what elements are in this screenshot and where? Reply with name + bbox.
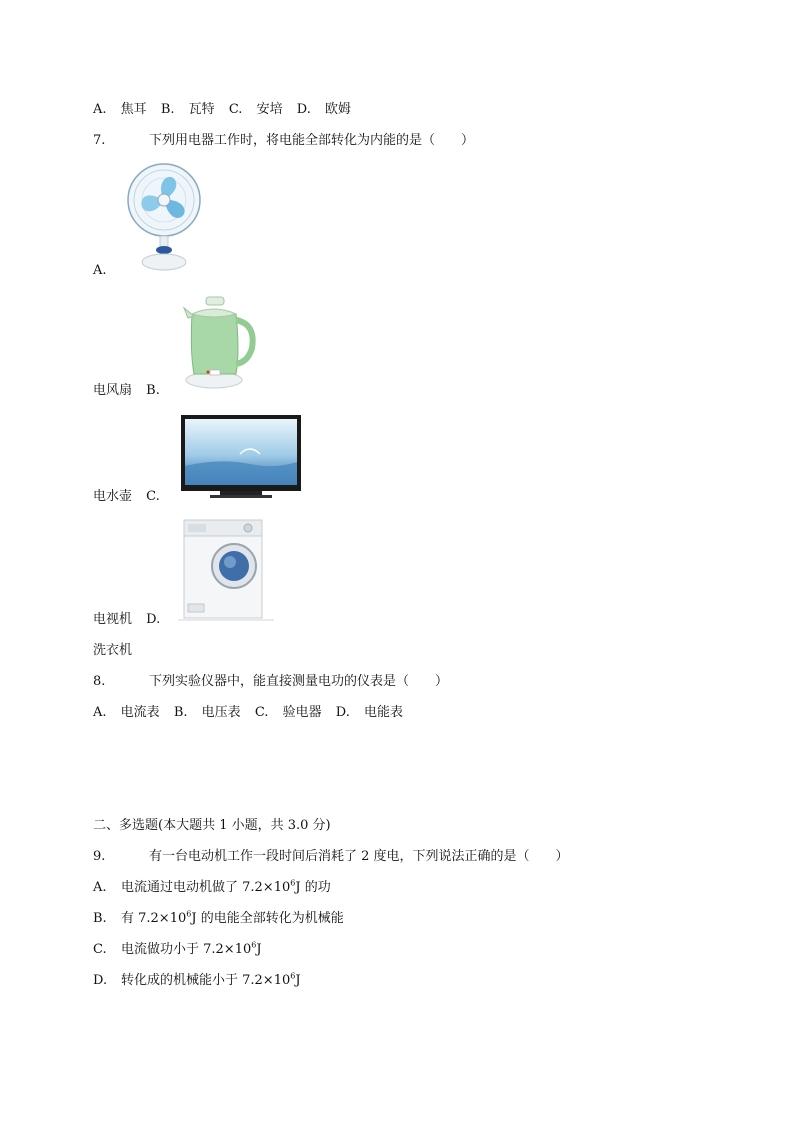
q8-option-c-letter: C. — [254, 705, 269, 720]
q9-option-b-exponent: 6 — [186, 909, 192, 919]
q9-option-a-tail: J 的功 — [295, 880, 331, 895]
q8-option-b-letter: B. — [173, 705, 188, 720]
q9-option-b-text: 有 7.2×10 — [121, 911, 187, 926]
q7-option-a-label: 电风扇 — [93, 383, 133, 398]
section-heading-multiple-choice: 二、多选题(本大题共 1 小题，共 3.0 分) — [93, 818, 331, 833]
q9-option-b-tail: J 的电能全部转化为机械能 — [191, 911, 344, 926]
electric-fan-image — [124, 160, 204, 274]
q6-options — [93, 101, 351, 119]
q9-option-d-exponent: 6 — [290, 971, 296, 981]
q7-option-d-label-row — [93, 642, 132, 660]
q9-option-c — [93, 941, 262, 959]
q6-option-b-text: 瓦特 — [188, 102, 215, 117]
q7-option-b-label: 电水壶 — [93, 489, 133, 504]
q9-option-a-letter: A. — [93, 880, 107, 895]
q8-option-a-text: 电流表 — [120, 705, 160, 720]
q7-option-d-letter: D. — [146, 612, 161, 627]
q9-option-c-tail: J — [256, 942, 262, 957]
q6-option-a-letter: A. — [93, 102, 107, 117]
q9-option-d-text: 转化成的机械能小于 7.2×10 — [121, 973, 291, 988]
q7-text: 下列用电器工作时，将电能全部转化为内能的是（ ） — [149, 133, 475, 148]
q6-option-c-letter: C. — [228, 102, 243, 117]
q6-option-d-text: 欧姆 — [324, 102, 351, 117]
q7-option-d-row — [93, 611, 160, 629]
q9-option-d-letter: D. — [93, 973, 108, 988]
q6-option-a-text: 焦耳 — [120, 102, 147, 117]
q8-options — [93, 704, 403, 722]
q7-option-d-label: 洗衣机 — [93, 643, 133, 658]
q7-option-a — [93, 262, 107, 280]
q9-option-a — [93, 879, 331, 897]
q6-option-b-letter: B. — [160, 102, 175, 117]
q9-option-c-text: 电流做功小于 7.2×10 — [121, 942, 252, 957]
q8-option-d-letter: D. — [335, 705, 350, 720]
q7-number: 7. — [93, 133, 106, 148]
q8-option-b-text: 电压表 — [201, 705, 241, 720]
q9-stem — [93, 848, 569, 866]
q6-option-c-text: 安培 — [256, 102, 283, 117]
q9-option-b — [93, 910, 344, 928]
q9-number: 9. — [93, 849, 106, 864]
electric-kettle-image — [180, 292, 260, 392]
q7-option-c-letter: C. — [146, 489, 160, 504]
washing-machine-image — [178, 518, 274, 622]
q6-option-d-letter: D. — [296, 102, 311, 117]
q7-option-a-letter: A. — [93, 263, 107, 278]
q8-option-c-text: 验电器 — [282, 705, 322, 720]
q7-option-b-letter: B. — [146, 383, 160, 398]
q9-option-a-exponent: 6 — [290, 878, 296, 888]
q7-stem — [93, 132, 474, 150]
q7-option-b-row — [93, 382, 160, 400]
q9-text: 有一台电动机工作一段时间后消耗了 2 度电，下列说法正确的是（ ） — [149, 849, 569, 864]
q9-option-c-letter: C. — [93, 942, 107, 957]
q8-option-d-text: 电能表 — [363, 705, 403, 720]
q8-number: 8. — [93, 674, 106, 689]
q9-option-d — [93, 972, 301, 990]
q8-stem — [93, 673, 448, 691]
q9-option-a-text: 电流通过电动机做了 7.2×10 — [121, 880, 291, 895]
q7-option-c-label: 电视机 — [93, 612, 133, 627]
q9-option-c-exponent: 6 — [251, 940, 257, 950]
q8-option-a-letter: A. — [93, 705, 107, 720]
q7-option-c-row — [93, 488, 160, 506]
q9-option-b-letter: B. — [93, 911, 107, 926]
q9-option-d-tail: J — [295, 973, 301, 988]
q8-text: 下列实验仪器中，能直接测量电功的仪表是（ ） — [149, 674, 449, 689]
television-image — [180, 414, 302, 500]
